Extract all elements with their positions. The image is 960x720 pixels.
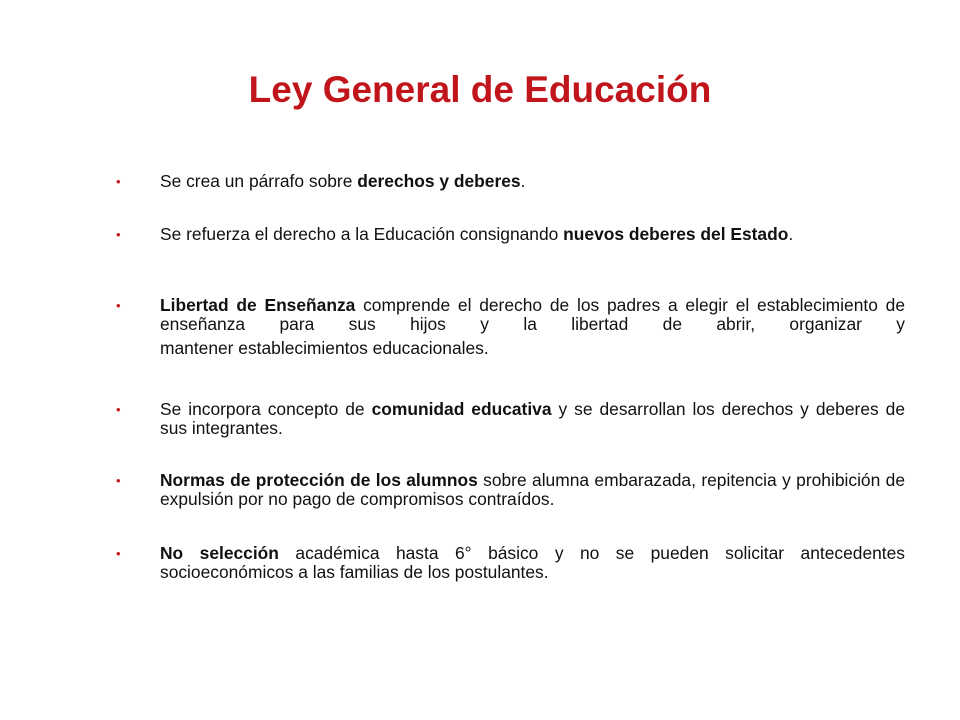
bullet-text-emphasis: Normas de protección de los alumnos: [160, 470, 478, 490]
bullet-text-emphasis: No selección: [160, 543, 279, 563]
bullet-dot-icon: •: [116, 473, 121, 488]
bullet-text-segment: .: [520, 171, 526, 191]
bullet-dot-icon: •: [116, 298, 121, 313]
bullet-text-emphasis: derechos y deberes: [357, 171, 521, 191]
bullet-text-segment: académica hasta 6° básico y no se pueden solicitar antecedentes socioeconómicos a las familias de los postulantes.: [160, 543, 905, 582]
bullet-text-emphasis: nuevos deberes del Estado: [563, 224, 789, 244]
bullet-text-segment: Se crea un párrafo sobre: [160, 171, 358, 191]
bullet-text-emphasis: comunidad educativa: [371, 399, 552, 419]
bullet-text: [160, 400, 905, 438]
bullet-text-segment: .: [788, 224, 794, 244]
bullet-text: [160, 471, 905, 509]
bullet-text-segment: Se incorpora concepto de: [160, 399, 372, 419]
bullet-text-segment: mantener establecimientos educacionales.: [160, 338, 489, 358]
bullet-text-emphasis: Libertad de Enseñanza: [160, 295, 356, 315]
bullet-text-segment: y se desarrollan los derechos y deberes de sus integrantes.: [160, 399, 905, 438]
bullet-text: [160, 225, 905, 244]
bullet-text-segment: sobre alumna embarazada, repitencia y prohibición de expulsión por no pago de compromisos contraídos.: [160, 470, 905, 509]
bullet-dot-icon: •: [116, 546, 121, 561]
bullet-text: [160, 296, 905, 358]
slide-title: Ley General de Educación: [248, 69, 712, 110]
bullet-text-segment: comprende el derecho de los padres a elegir el establecimiento de enseñanza para sus hijos y la libertad de abrir, organizar y: [160, 295, 906, 334]
bullet-text: [160, 544, 905, 582]
bullet-text-segment: Se refuerza el derecho a la Educación consignando: [160, 224, 564, 244]
bullet-dot-icon: •: [116, 227, 121, 242]
bullet-dot-icon: •: [116, 402, 121, 417]
bullet-text: [160, 172, 905, 191]
bullet-dot-icon: •: [116, 174, 121, 189]
